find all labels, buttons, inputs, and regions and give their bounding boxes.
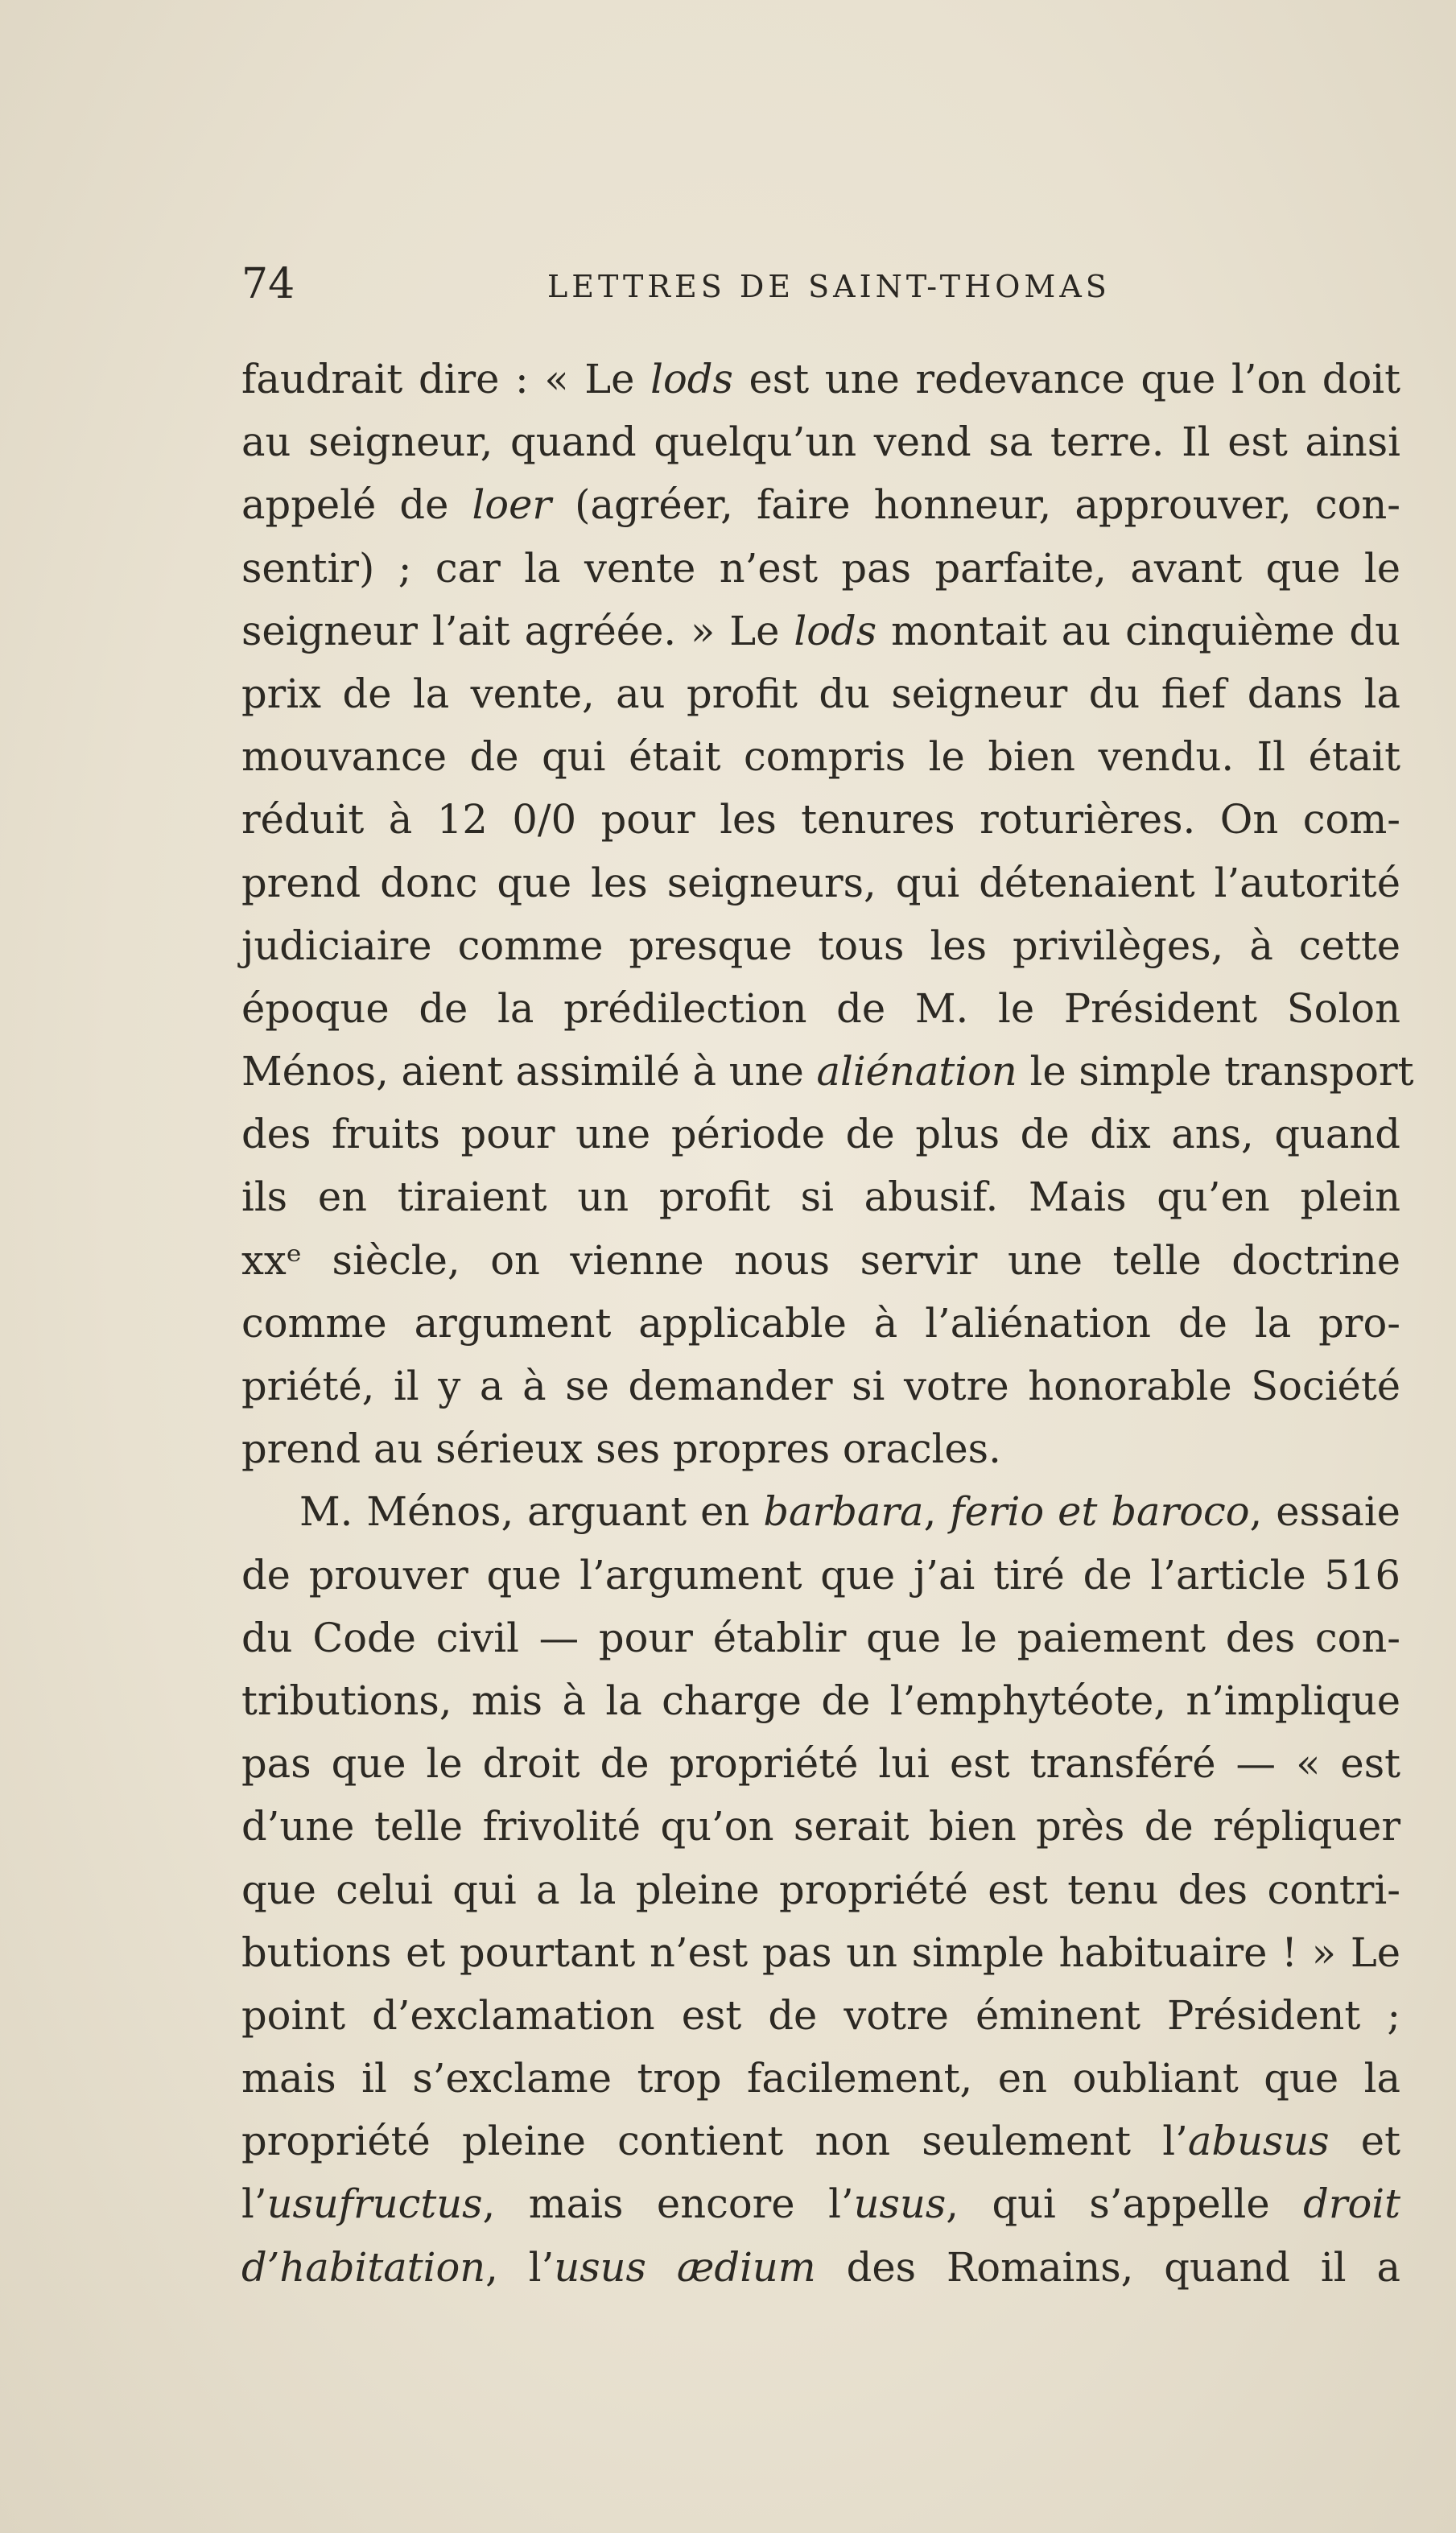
text-segment: faudrait dire : « Le (241, 356, 651, 402)
text-line (241, 1355, 1400, 1417)
text-segment: butions et pourtant n’est pas un simple habituaire ! » Le (241, 1929, 1400, 1976)
text-line (241, 1229, 1400, 1292)
page-number: 74 (241, 260, 295, 308)
text-line (241, 1607, 1400, 1669)
italic-text: abusus (1187, 2118, 1330, 2165)
text-segment: des fruits pour une période de plus de dix ans, quand (241, 1111, 1400, 1158)
text-line (241, 725, 1400, 788)
text-segment: prix de la vente, au profit du seigneur du fief dans la (241, 670, 1400, 717)
text-segment: priété, il y a à se demander si votre honorable Société (241, 1363, 1400, 1409)
text-line (241, 1921, 1400, 1984)
italic-text: ferio et baroco (950, 1488, 1250, 1536)
italic-text: loer (472, 481, 552, 529)
italic-text: d’habitation (241, 2243, 486, 2291)
italic-text: droit (1303, 2180, 1401, 2228)
text-segment: réduit à 12 0/0 pour les tenures roturières. On com- (241, 796, 1400, 844)
text-segment: judiciaire comme presque tous les privilèges, à cette (241, 922, 1400, 969)
text-segment: sentir) ; car la vente n’est pas parfaite, avant que le (241, 544, 1400, 592)
text-segment: de prouver que l’argument que j’ai tiré de l’article 516 (241, 1551, 1400, 1599)
italic-text: usus ædium (554, 2243, 816, 2291)
text-segment: propriété pleine contient non seulement l’ (241, 2118, 1188, 2165)
text-segment: comme argument applicable à l’aliénation de la pro- (241, 1299, 1400, 1347)
text-line (241, 662, 1400, 725)
italic-text: barbara (763, 1488, 924, 1536)
text-segment: que celui qui a la pleine propriété est tenu des contri- (241, 1866, 1400, 1913)
running-head: LETTRES DE SAINT-THOMAS (547, 269, 1111, 304)
text-line (241, 788, 1400, 851)
text-segment: tributions, mis à la charge de l’emphytéote, n’implique (241, 1677, 1400, 1724)
text-line (241, 537, 1400, 600)
text-line (241, 1732, 1400, 1795)
text-segment: au seigneur, quand quelqu’un vend sa terre. Il est ainsi (241, 419, 1400, 466)
text-line (241, 410, 1400, 473)
text-line (241, 1858, 1400, 1921)
text-line (241, 473, 1400, 536)
text-line (241, 1984, 1400, 2047)
text-line (241, 1040, 1414, 1103)
text-segment: ils en tiraient un profit si abusif. Mais qu’en plein (241, 1174, 1400, 1221)
text-line (241, 348, 1400, 410)
text-line (241, 600, 1400, 662)
page-header (241, 256, 1400, 312)
text-segment: prend au sérieux ses propres oracles. (241, 1425, 1001, 1473)
text-segment: xxᵉ siècle, on vienne nous servir une telle doctrine (241, 1236, 1400, 1284)
text-segment: prend donc que les seigneurs, qui détenaient l’autorité (241, 859, 1400, 906)
text-line (241, 1669, 1400, 1732)
italic-text: lods (794, 607, 877, 654)
text-segment: , (923, 1488, 951, 1536)
text-line (241, 2110, 1400, 2172)
text-segment: mouvance de qui était compris le bien vendu. Il était (241, 733, 1400, 781)
text-segment: et (1329, 2118, 1400, 2165)
text-segment: d’une telle frivolité qu’on serait bien près de répliquer (241, 1803, 1400, 1850)
text-segment: (agréer, faire honneur, approuver, con- (551, 481, 1400, 529)
text-line (241, 1480, 1400, 1543)
text-segment: l’ (241, 2180, 267, 2228)
italic-text: lods (650, 356, 733, 402)
text-line (241, 1292, 1400, 1355)
text-segment: appelé de (241, 481, 472, 529)
text-segment: seigneur l’ait agréée. » Le (241, 607, 794, 654)
text-segment: mais il s’exclame trop facilement, en oubliant que la (241, 2055, 1400, 2102)
text-segment: M. Ménos, arguant en (299, 1488, 764, 1536)
text-line (241, 852, 1400, 914)
text-segment: du Code civil — pour établir que le paiement des con- (241, 1614, 1400, 1661)
text-segment: point d’exclamation est de votre éminent Président ; (241, 1991, 1400, 2039)
italic-text: usufructus (266, 2180, 483, 2228)
body-text (241, 348, 1414, 2299)
text-segment: , qui s’appelle (946, 2180, 1304, 2228)
text-line (241, 1103, 1400, 1165)
text-line (241, 2047, 1400, 2110)
text-segment: , l’ (485, 2243, 555, 2291)
text-segment: pas que le droit de propriété lui est transféré — « est (241, 1740, 1400, 1788)
text-segment: montait au cinquième du (876, 607, 1400, 654)
text-line (241, 914, 1400, 977)
text-line (241, 1417, 1400, 1480)
text-segment: époque de la prédilection de M. le Président Solon (241, 984, 1400, 1032)
text-segment: , mais encore l’ (482, 2180, 854, 2228)
text-line (241, 2172, 1400, 2235)
text-line (241, 1795, 1400, 1858)
text-line (241, 977, 1400, 1040)
text-segment: Ménos, aient assimilé à une (241, 1048, 817, 1095)
text-line (241, 1165, 1400, 1228)
italic-text: usus (853, 2180, 947, 2228)
text-segment: le simple transport (1017, 1048, 1414, 1095)
text-segment: , essaie (1249, 1488, 1400, 1536)
text-segment: des Romains, quand il a (815, 2243, 1400, 2291)
text-line (241, 1544, 1400, 1607)
text-line (241, 2236, 1400, 2299)
text-segment: est une redevance que l’on doit (732, 356, 1400, 402)
italic-text: aliénation (816, 1048, 1017, 1095)
